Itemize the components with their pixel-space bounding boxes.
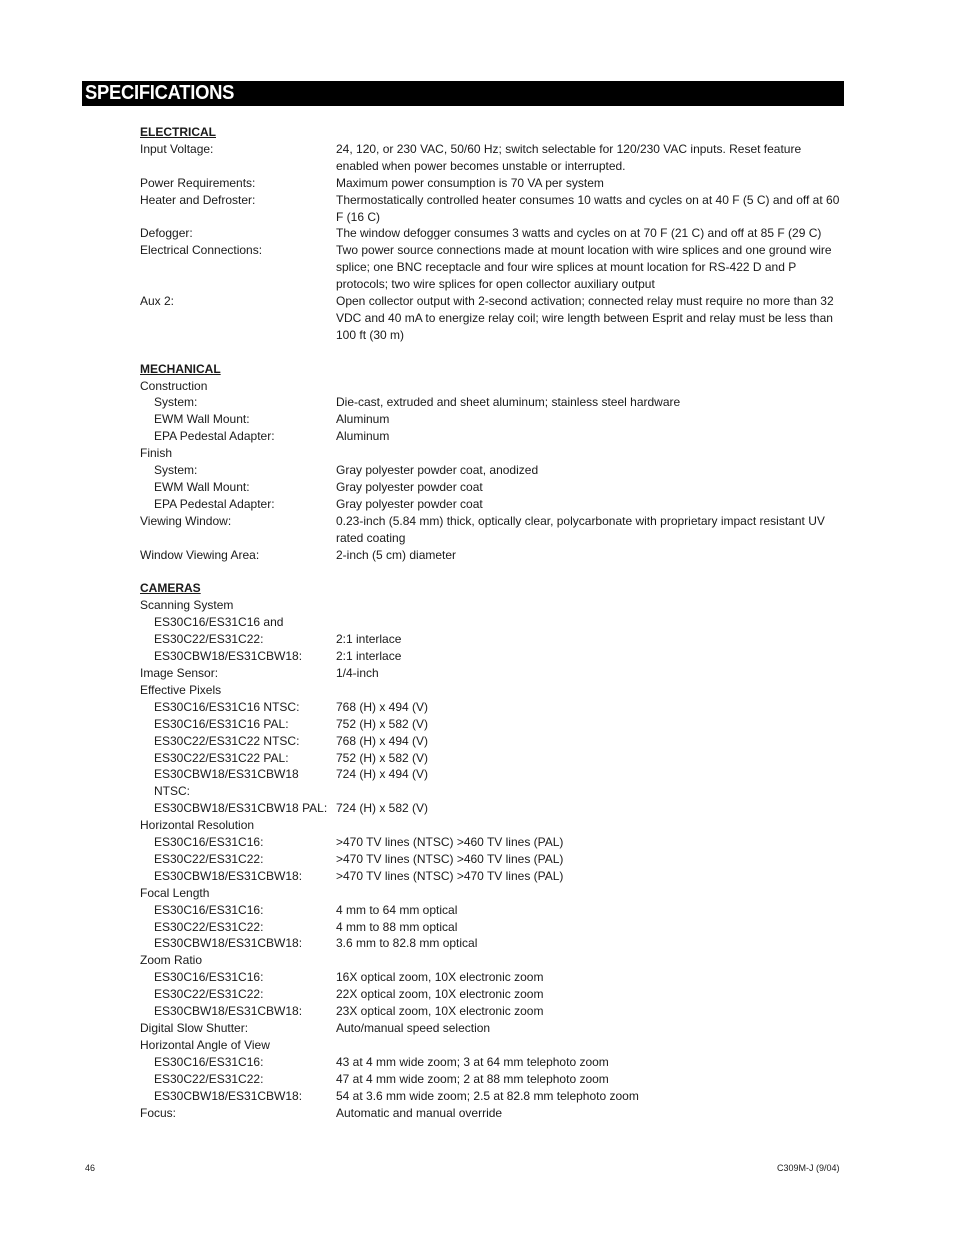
spec-value — [336, 952, 846, 969]
spec-row — [140, 733, 846, 750]
spec-label: Aux 2: — [140, 294, 175, 309]
spec-value: Gray polyester powder coat — [336, 480, 483, 495]
spec-value: 752 (H) x 582 (V) — [336, 716, 429, 731]
spec-row — [140, 513, 846, 547]
spec-value — [336, 885, 846, 902]
spec-label: Horizontal Resolution — [140, 818, 255, 833]
spec-row — [140, 411, 846, 428]
spec-value: 768 (H) x 494 (V) — [336, 699, 429, 714]
spec-label: EWM Wall Mount: — [154, 412, 250, 427]
spec-row — [140, 868, 846, 885]
spec-value: 2:1 interlace — [336, 632, 402, 647]
spec-value: 54 at 3.6 mm wide zoom; 2.5 at 82.8 mm telephoto zoom — [336, 1088, 639, 1103]
spec-value: Two power source connections made at mount location with wire splices and one ground wire splice; one BNC receptacle and four wire splices at mount location for RS-422 D and P protocols; two wire splices for open collector auxiliary output — [336, 243, 832, 292]
spec-value: 2-inch (5 cm) diameter — [336, 547, 457, 562]
spec-value — [336, 682, 846, 699]
spec-label: ES30C22/ES31C22: — [154, 987, 264, 1002]
spec-label: Zoom Ratio — [140, 953, 203, 968]
spec-row — [140, 1003, 846, 1020]
section-heading: CAMERAS — [140, 581, 201, 596]
page-number: 46 — [85, 1163, 96, 1173]
spec-row — [140, 547, 846, 564]
spec-row — [140, 293, 846, 344]
spec-label: ES30C16/ES31C16: — [154, 1054, 264, 1069]
spec-value: 2:1 interlace — [336, 649, 402, 664]
spec-value: 4 mm to 88 mm optical — [336, 919, 458, 934]
spec-value — [336, 445, 846, 462]
spec-value: 24, 120, or 230 VAC, 50/60 Hz; switch selectable for 120/230 VAC inputs. Reset feature enabled when power becomes unstable or interrupted. — [336, 141, 802, 173]
spec-label: Heater and Defroster: — [140, 192, 256, 207]
spec-value: >470 TV lines (NTSC) >460 TV lines (PAL) — [336, 835, 564, 850]
spec-value: 16X optical zoom, 10X electronic zoom — [336, 970, 544, 985]
page-title: SPECIFICATIONS — [85, 82, 235, 104]
spec-row — [140, 462, 846, 479]
spec-value: 724 (H) x 582 (V) — [336, 801, 429, 816]
spec-value: 768 (H) x 494 (V) — [336, 733, 429, 748]
spec-row — [140, 766, 846, 800]
spec-value: >470 TV lines (NTSC) >460 TV lines (PAL) — [336, 851, 564, 866]
spec-value — [336, 1037, 846, 1054]
spec-label: ES30C22/ES31C22: — [154, 1071, 264, 1086]
spec-row — [140, 817, 846, 834]
spec-value: Thermostatically controlled heater consumes 10 watts and cycles on at 40 F (5 C) and off at 60 F (16 C) — [336, 192, 840, 224]
spec-label: ES30C16/ES31C16 and — [154, 615, 284, 630]
spec-value: 0.23-inch (5.84 mm) thick, optically clear, polycarbonate with proprietary impact resistant UV rated coating — [336, 513, 825, 545]
section-heading: ELECTRICAL — [140, 125, 216, 139]
spec-label: ES30C16/ES31C16: — [154, 902, 264, 917]
spec-row — [140, 834, 846, 851]
spec-content — [140, 124, 846, 1138]
spec-label: Power Requirements: — [140, 175, 256, 190]
spec-label: ES30CBW18/ES31CBW18 NTSC: — [154, 767, 299, 799]
spec-label: Digital Slow Shutter: — [140, 1021, 249, 1035]
spec-row — [140, 141, 846, 175]
spec-value: 3.6 mm to 82.8 mm optical — [336, 936, 478, 951]
spec-label: Image Sensor: — [140, 665, 219, 680]
spec-row — [140, 885, 846, 902]
spec-value: 1/4-inch — [336, 665, 379, 680]
section-heading: MECHANICAL — [140, 361, 221, 376]
spec-row — [140, 665, 846, 682]
spec-value: Aluminum — [336, 412, 390, 427]
spec-label: ES30CBW18/ES31CBW18: — [154, 649, 303, 664]
spec-row — [140, 851, 846, 868]
spec-row — [140, 1071, 846, 1088]
spec-row — [140, 648, 846, 665]
spec-row — [140, 428, 846, 445]
spec-value: Aluminum — [336, 429, 390, 444]
spec-row — [140, 969, 846, 986]
spec-row — [140, 225, 846, 242]
spec-label: EWM Wall Mount: — [154, 480, 250, 495]
spec-label: ES30C22/ES31C22: — [154, 919, 264, 934]
spec-label: ES30CBW18/ES31CBW18: — [154, 936, 303, 951]
spec-label: ES30C16/ES31C16: — [154, 835, 264, 850]
spec-label: Input Voltage: — [140, 141, 214, 156]
spec-label: EPA Pedestal Adapter: — [154, 429, 275, 444]
spec-value: Auto/manual speed selection — [336, 1021, 491, 1035]
spec-label: Electrical Connections: — [140, 243, 263, 258]
spec-row — [140, 378, 846, 395]
spec-row — [140, 175, 846, 192]
spec-label: Construction — [140, 378, 208, 393]
spec-row — [140, 1088, 846, 1105]
spec-row — [140, 597, 846, 614]
spec-value: >470 TV lines (NTSC) >470 TV lines (PAL) — [336, 868, 564, 883]
spec-value: Maximum power consumption is 70 VA per system — [336, 175, 604, 190]
spec-label: ES30C22/ES31C22 PAL: — [154, 750, 289, 765]
spec-row — [140, 614, 846, 631]
title-banner — [82, 81, 844, 106]
spec-label: ES30C22/ES31C22: — [154, 632, 264, 647]
spec-label: Horizontal Angle of View — [140, 1037, 270, 1052]
spec-row — [140, 935, 846, 952]
spec-row — [140, 631, 846, 648]
spec-label: Scanning System — [140, 598, 234, 613]
spec-row — [140, 699, 846, 716]
spec-value — [336, 378, 846, 395]
spec-row — [140, 242, 846, 293]
spec-value: The window defogger consumes 3 watts and cycles on at 70 F (21 C) and off at 85 F (29 C) — [336, 226, 822, 241]
spec-value — [336, 817, 846, 834]
spec-row — [140, 496, 846, 513]
spec-value: 23X optical zoom, 10X electronic zoom — [336, 1004, 544, 1019]
spec-row — [140, 1054, 846, 1071]
spec-row — [140, 750, 846, 767]
spec-label: System: — [154, 463, 198, 478]
spec-label: ES30C22/ES31C22: — [154, 851, 264, 866]
spec-row — [140, 682, 846, 699]
spec-value: Die-cast, extruded and sheet aluminum; stainless steel hardware — [336, 395, 681, 410]
spec-row — [140, 800, 846, 817]
spec-label: ES30CBW18/ES31CBW18: — [154, 1088, 303, 1103]
spec-label: ES30CBW18/ES31CBW18 PAL: — [154, 801, 328, 816]
spec-label: Window Viewing Area: — [140, 547, 260, 562]
spec-row — [140, 986, 846, 1003]
spec-value — [336, 614, 846, 631]
spec-row — [140, 902, 846, 919]
spec-label: Finish — [140, 446, 173, 461]
spec-label: ES30C16/ES31C16 PAL: — [154, 716, 289, 731]
spec-label: System: — [154, 395, 198, 410]
spec-label: Effective Pixels — [140, 682, 222, 697]
spec-row — [140, 1020, 846, 1037]
spec-value: Gray polyester powder coat — [336, 496, 483, 511]
spec-value: Open collector output with 2-second activation; connected relay must require no more than 32 VDC and 40 mA to energize relay coil; wire length between Esprit and relay must be less than 100 ft (30 m) — [336, 294, 834, 342]
spec-label: ES30C16/ES31C16 NTSC: — [154, 699, 300, 714]
spec-value: Gray polyester powder coat, anodized — [336, 463, 539, 478]
spec-value: Automatic and manual override — [336, 1105, 503, 1120]
spec-row — [140, 479, 846, 496]
spec-value: 752 (H) x 582 (V) — [336, 750, 429, 765]
spec-value: 4 mm to 64 mm optical — [336, 902, 458, 917]
spec-label: Viewing Window: — [140, 513, 232, 528]
spec-row — [140, 1037, 846, 1054]
spec-row — [140, 952, 846, 969]
spec-value: 47 at 4 mm wide zoom; 2 at 88 mm telephoto zoom — [336, 1071, 609, 1086]
section-mechanical — [140, 361, 846, 564]
spec-row — [140, 445, 846, 462]
spec-row — [140, 192, 846, 226]
section-electrical — [140, 124, 846, 344]
spec-value: 22X optical zoom, 10X electronic zoom — [336, 987, 544, 1002]
spec-label: ES30C16/ES31C16: — [154, 970, 264, 985]
spec-value: 43 at 4 mm wide zoom; 3 at 64 mm telephoto zoom — [336, 1054, 609, 1069]
spec-label: Focus: — [140, 1105, 177, 1120]
spec-row — [140, 1105, 846, 1122]
spec-value: 724 (H) x 494 (V) — [336, 767, 429, 782]
document-code: C309M-J (9/04) — [777, 1163, 840, 1173]
spec-row — [140, 716, 846, 733]
spec-label: Defogger: — [140, 226, 193, 241]
spec-label: ES30CBW18/ES31CBW18: — [154, 1004, 303, 1019]
spec-label: EPA Pedestal Adapter: — [154, 496, 275, 511]
spec-row — [140, 919, 846, 936]
spec-label: ES30C22/ES31C22 NTSC: — [154, 733, 300, 748]
spec-row — [140, 394, 846, 411]
spec-label: Focal Length — [140, 885, 210, 900]
section-cameras — [140, 580, 846, 1121]
spec-label: ES30CBW18/ES31CBW18: — [154, 868, 303, 883]
spec-value — [336, 597, 846, 614]
